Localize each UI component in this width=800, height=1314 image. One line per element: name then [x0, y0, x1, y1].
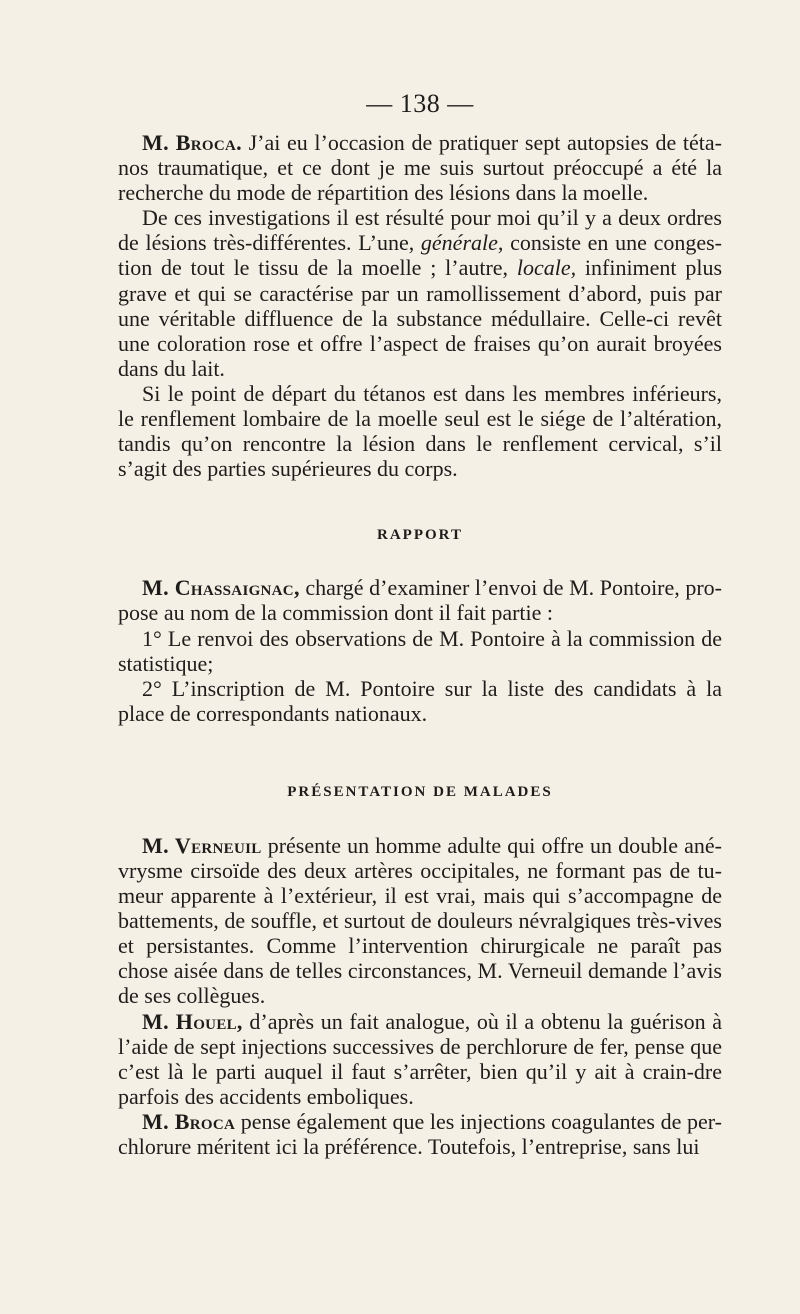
verneuil-speaker: M. Verneuil: [142, 832, 262, 858]
verneuil-paragraph: [118, 833, 722, 1009]
chassaignac-text: chargé d’examiner l’envoi de M. Pontoire, pro-pose au nom de la commission dont il fait partie :: [118, 575, 722, 626]
local-term: locale,: [516, 255, 577, 281]
lesion-text-middle: consiste en une conges-tion de tout le tissu de la moelle ; l’autre,: [118, 230, 722, 281]
general-term: générale,: [420, 230, 504, 256]
document-page: [118, 88, 722, 1159]
lesion-text-end: infiniment plus grave et qui se caractérise par un ramollissement d’abord, puis par une véritable diffluence de la substance médullaire. Celle-ci revêt une coloration rose et offre l’aspect de fraises qu’on aurait broyées dans du lait.: [118, 255, 723, 381]
chassaignac-paragraph: [118, 575, 722, 625]
lesion-text-start: De ces investigations il est résulté pour moi qu’il y a deux ordres de lésions très-différentes. L’une,: [118, 205, 722, 256]
verneuil-text: présente un homme adulte qui offre un double ané-vrysme cirsoïde des deux artères occipitales, ne formant pas de tu-meur apparente à l’extérieur, il est vrai, mais qui s’accompagne de battements, de souffle, et surtout de douleurs névralgiques très-vives et persistantes. Comme l’intervention chirurgicale ne paraît pas chose aisée dans de telles circonstances, M. Verneuil demande l’avis de ses collègues.: [118, 832, 723, 1009]
broca-final-paragraph: [118, 1109, 722, 1159]
broca-final-speaker: M. Broca: [142, 1108, 236, 1134]
broca-speaker: M. Broca.: [142, 130, 242, 155]
rapport-heading: RAPPORT: [377, 527, 463, 544]
presentation-heading: PRÉSENTATION DE MALADES: [287, 783, 553, 800]
broca-opening-paragraph: [118, 130, 722, 205]
page-number: — 138 —: [366, 89, 474, 118]
tetanus-location-paragraph: Si le point de départ du tétanos est dans les membres inférieurs, le renflement lombaire de la moelle seul est le siége de l’altération, tandis qu’on rencontre la lésion dans le renflement cervical, s’il s’agit des parties supérieures du corps.: [118, 380, 722, 482]
chassaignac-speaker: M. Chassaignac,: [142, 575, 300, 601]
houel-speaker: M. Houel,: [142, 1008, 243, 1034]
broca-paragraph-text: J’ai eu l’occasion de pratiquer sept autopsies de téta-nos traumatique, et ce dont je me suis surtout préoccupé a été la recherche du mode de répartition des lésions dans la moelle.: [118, 130, 722, 206]
rapport-item-2: 2° L’inscription de M. Pontoire sur la liste des candidats à la place de correspondants nationaux.: [118, 675, 722, 726]
lesion-description-paragraph: [118, 205, 722, 381]
broca-final-text: pense également que les injections coagulantes de per-chlorure méritent ici la préférence. Toutefois, l’entreprise, sans lui: [118, 1108, 722, 1159]
houel-paragraph: [118, 1009, 722, 1109]
rapport-item-1: 1° Le renvoi des observations de M. Pontoire à la commission de statistique;: [118, 625, 722, 676]
houel-text: d’après un fait analogue, où il a obtenu la guérison à l’aide de sept injections successives de perchlorure de fer, pense que c’est là le parti auquel il faut s’arrêter, bien qu’il y ait à crain-dre parfois des accidents emboliques.: [118, 1008, 722, 1109]
